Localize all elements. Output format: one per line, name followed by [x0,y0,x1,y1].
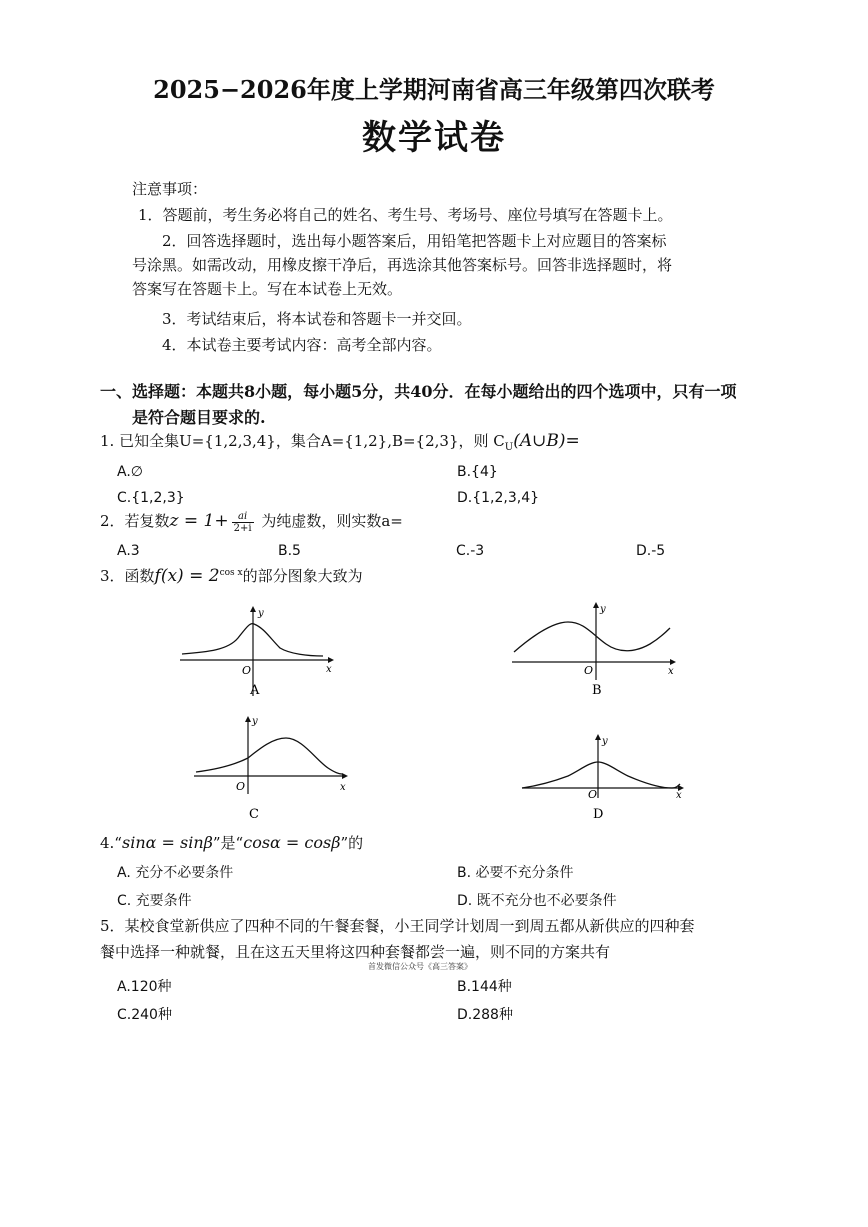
origin-label: O [242,664,252,677]
q1-option-c[interactable]: C.{1,2,3} [117,490,185,506]
q2-option-b[interactable]: B.5 [278,543,301,559]
graph-label-a: A [250,683,260,698]
graph-option-a[interactable] [178,604,338,704]
x-axis-label: x [668,666,674,677]
x-axis-label: x [326,664,332,675]
exam-subject: 数学试卷 [362,118,506,158]
question-5-line1: 5．某校食堂新供应了四种不同的午餐套餐，小王同学计划周一到周五都从新供应的四种套 [100,917,695,935]
note-item-1: 1．答题前，考生务必将自己的姓名、考生号、考场号、座位号填写在答题卡上。 [138,206,673,224]
q5-option-d[interactable]: D.288种 [457,1007,513,1023]
note-item-2-line2: 号涂黑。如需改动，用橡皮擦干净后，再选涂其他答案标号。回答非选择题时，将 [132,256,673,274]
y-axis-label: y [600,604,606,615]
q5-option-a[interactable]: A.120种 [117,979,172,995]
exam-title: 2025−2026年度上学期河南省高三年级第四次联考 [153,75,715,104]
watermark: 首发微信公众号《高三答案》 [368,962,472,971]
question-4-stem: 4.“sinα = sinβ”是“cosα = cosβ”的 [100,833,364,852]
q2-option-c[interactable]: C.-3 [456,543,485,559]
section-heading-line1: 一、选择题：本题共8小题，每小题5分，共40分．在每小题给出的四个选项中，只有一项 [100,382,737,401]
note-item-2-line1: 2．回答选择题时，选出每小题答案后，用铅笔把答题卡上对应题目的答案标 [162,232,667,250]
graph-option-b[interactable] [510,600,680,700]
graph-option-c[interactable] [192,712,357,822]
x-axis-label: x [676,790,682,801]
note-item-4: 4．本试卷主要考试内容：高考全部内容。 [162,336,442,354]
graph-label-b: B [592,683,602,698]
question-5-line2: 餐中选择一种就餐，且在这五天里将这四种套餐都尝一遍，则不同的方案共有 [100,943,611,961]
note-item-2-line3: 答案写在答题卡上。写在本试卷上无效。 [132,280,403,298]
q4-option-a[interactable]: A. 充分不必要条件 [117,865,234,881]
section-heading-line2: 是符合题目要求的. [132,408,266,427]
q2-option-d[interactable]: D.-5 [636,543,666,559]
note-item-3: 3．考试结束后，将本试卷和答题卡一并交回。 [162,310,472,328]
notes-heading: 注意事项： [132,180,208,198]
origin-label: O [588,788,598,801]
q1-option-b[interactable]: B.{4} [457,464,498,480]
question-3-stem: 3．函数$f(x) = 2^{cos x}$的部分图象大致为 [100,566,363,586]
q5-option-b[interactable]: B.144种 [457,979,512,995]
q5-option-c[interactable]: C.240种 [117,1007,172,1023]
q4-option-d[interactable]: D. 既不充分也不必要条件 [457,893,617,909]
origin-label: O [584,664,594,677]
q2-option-a[interactable]: A.3 [117,543,140,559]
fraction: $\frac{ai}{2+i}$ [233,510,252,534]
question-2-stem: 2．若复数z = 1+ $\frac{ai}{2+i}$ 为纯虚数，则实数a= [100,510,403,534]
q4-option-c[interactable]: C. 充要条件 [117,893,192,909]
y-axis-label: y [258,608,264,619]
y-axis-label: y [602,736,608,747]
y-axis-label: y [252,716,258,727]
graph-label-d: D [593,807,604,822]
x-axis-label: x [340,782,346,793]
origin-label: O [236,780,246,793]
graph-label-c: C [249,807,259,822]
q1-option-a[interactable]: A.∅ [117,464,143,480]
question-1-stem: 1. 已知全集U={1,2,3,4}，集合A={1,2},B={2,3}，则 $C_U(A\cup B)=$ [100,431,580,453]
graph-option-d[interactable] [520,732,690,822]
q1-option-d[interactable]: D.{1,2,3,4} [457,490,540,506]
q4-option-b[interactable]: B. 必要不充分条件 [457,865,574,881]
